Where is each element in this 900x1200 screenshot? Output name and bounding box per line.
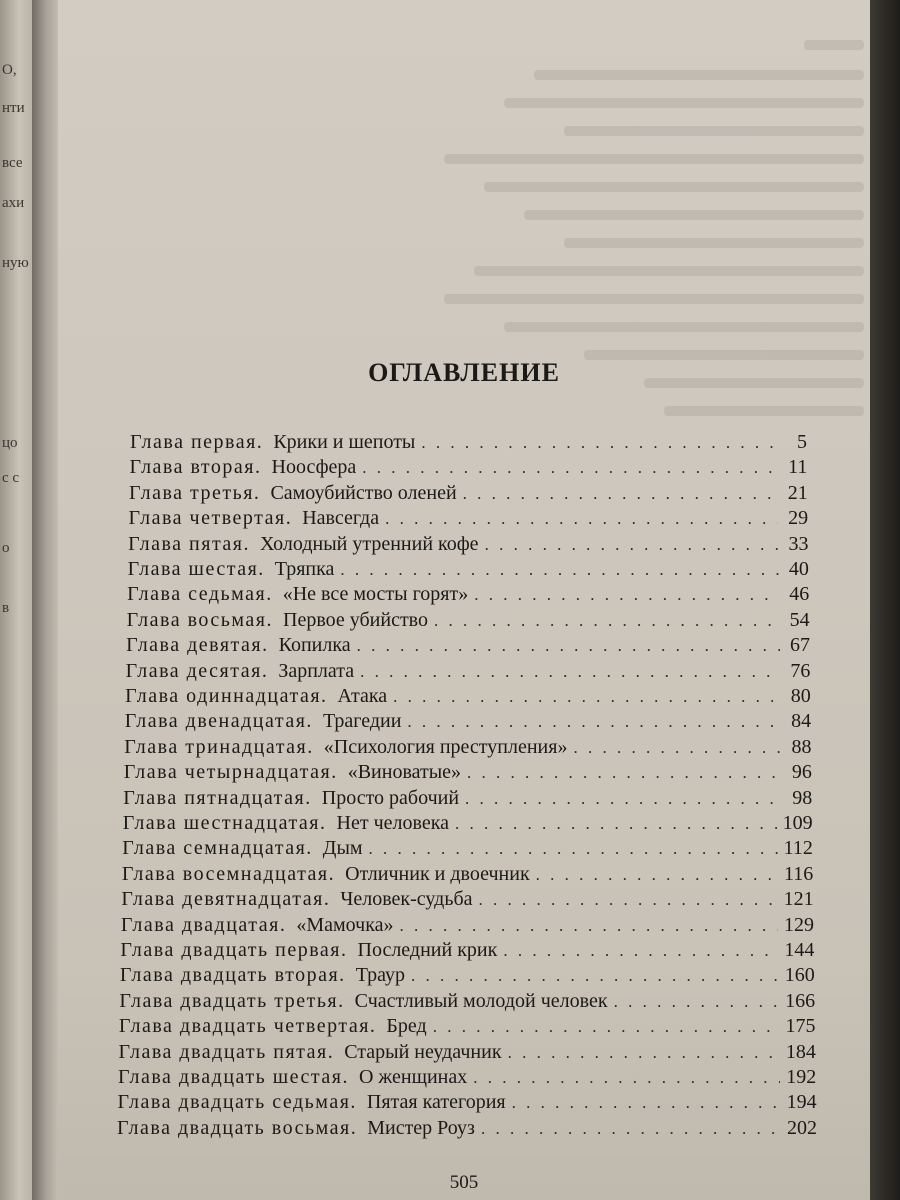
page-fragment: с с	[2, 470, 20, 486]
toc-page-number: 109	[782, 812, 813, 834]
toc-chapter-title: Пятая категория	[366, 1091, 506, 1114]
dot-leader	[400, 916, 779, 936]
toc-entry[interactable]	[118, 1041, 815, 1067]
dot-leader	[467, 763, 782, 783]
toc-chapter-title: Нет человека	[336, 812, 449, 834]
toc-chapter-title: Мистер Роуз	[367, 1116, 475, 1139]
toc-chapter-title: Человек-судьба	[340, 888, 473, 911]
toc-page-number: 54	[789, 608, 810, 631]
toc-page-number: 116	[784, 862, 814, 885]
toc-entry[interactable]	[129, 507, 809, 533]
toc-page-number: 80	[790, 685, 811, 707]
toc-chapter-title: Зарплата	[278, 659, 355, 682]
toc-page-number: 76	[790, 659, 811, 682]
toc-chapter-label: Глава десятая.	[125, 659, 269, 682]
toc-page-number: 88	[791, 735, 812, 758]
page-shadow-edge	[870, 0, 900, 1200]
page-fragment: о	[2, 540, 10, 556]
toc-chapter-title: Холодный утренний кофе	[260, 532, 479, 555]
toc-chapter-label: Глава восемнадцатая.	[121, 862, 336, 885]
toc-chapter-label: Глава двадцать четвертая.	[118, 1015, 377, 1038]
previous-page-edge	[0, 0, 32, 1200]
dot-leader	[357, 636, 780, 656]
dot-leader	[455, 814, 777, 834]
toc-page-number: 121	[783, 888, 814, 911]
toc-page-number: 144	[784, 939, 815, 961]
toc-chapter-label: Глава тринадцатая.	[124, 735, 314, 758]
toc-chapter-label: Глава двадцатая.	[120, 913, 287, 936]
dot-leader	[573, 738, 781, 758]
toc-entry[interactable]	[125, 710, 811, 736]
dot-leader	[503, 941, 778, 961]
toc-chapter-label: Глава шестая.	[127, 558, 265, 580]
toc-chapter-label: Глава седьмая.	[127, 583, 273, 606]
dot-leader	[536, 865, 778, 885]
toc-entry[interactable]	[126, 660, 811, 686]
page-fragment: O,	[2, 62, 17, 78]
toc-page-number: 98	[792, 786, 813, 809]
toc-entry[interactable]	[124, 736, 811, 762]
toc-page-number: 84	[791, 710, 812, 733]
toc-chapter-title: Ноосфера	[271, 456, 357, 479]
dot-leader	[369, 839, 778, 859]
toc-entry[interactable]	[128, 533, 808, 559]
toc-page-number: 184	[785, 1040, 816, 1063]
toc-chapter-title: Первое убийство	[283, 608, 428, 631]
toc-entry[interactable]	[117, 1091, 816, 1117]
toc-page-number: 112	[783, 837, 813, 860]
toc-entry[interactable]	[120, 939, 814, 965]
toc-chapter-label: Глава шестнадцатая.	[122, 812, 327, 834]
toc-chapter-title: Копилка	[278, 634, 351, 657]
dot-leader	[479, 890, 778, 910]
toc-entry[interactable]	[129, 482, 808, 508]
toc-chapter-label: Глава двадцать пятая.	[118, 1040, 335, 1063]
toc-entry[interactable]	[118, 1066, 816, 1092]
toc-chapter-label: Глава третья.	[129, 481, 261, 504]
toc-chapter-title: Навсегда	[302, 507, 380, 530]
dot-leader	[485, 535, 779, 555]
toc-page-number: 40	[788, 558, 809, 580]
toc-page-number: 5	[797, 431, 807, 453]
dot-leader	[512, 1093, 781, 1113]
toc-chapter-title: Счастливый молодой человек	[354, 989, 608, 1012]
toc-chapter-label: Глава пятая.	[128, 532, 250, 555]
dot-leader	[433, 1017, 780, 1037]
toc-entry[interactable]	[122, 863, 813, 889]
dot-leader	[385, 509, 778, 529]
toc-entry[interactable]	[119, 1015, 816, 1041]
toc-entry[interactable]	[126, 634, 810, 660]
toc-entry[interactable]	[130, 456, 808, 482]
toc-page-number: 160	[784, 964, 815, 987]
toc-chapter-title: «Мамочка»	[296, 913, 394, 936]
dot-leader	[465, 789, 782, 809]
dot-leader	[411, 966, 779, 986]
toc-chapter-label: Глава двенадцатая.	[124, 710, 313, 733]
toc-entry[interactable]	[119, 990, 815, 1016]
toc-chapter-title: Отличник и двоечник	[345, 862, 530, 885]
toc-page-number: 96	[791, 761, 812, 784]
toc-chapter-label: Глава двадцать шестая.	[117, 1066, 349, 1088]
toc-chapter-label: Глава семнадцатая.	[122, 837, 313, 860]
toc-chapter-title: Тряпка	[274, 558, 335, 580]
toc-chapter-label: Глава девятнадцатая.	[121, 888, 331, 911]
toc-chapter-label: Глава девятая.	[126, 634, 269, 657]
toc-entry[interactable]	[121, 914, 814, 940]
toc-chapter-label: Глава вторая.	[129, 456, 262, 479]
dot-leader	[474, 585, 779, 605]
toc-chapter-label: Глава первая.	[130, 431, 264, 453]
toc-chapter-label: Глава четырнадцатая.	[123, 761, 338, 784]
toc-chapter-title: «Виноватые»	[347, 761, 462, 784]
toc-chapter-label: Глава одиннадцатая.	[125, 685, 328, 707]
toc-page-number: 194	[786, 1091, 817, 1114]
toc-entry[interactable]	[123, 812, 813, 838]
toc-chapter-label: Глава двадцать первая.	[120, 939, 348, 961]
toc-chapter-label: Глава двадцать вторая.	[119, 964, 346, 987]
toc-chapter-title: «Психология преступления»	[323, 735, 568, 758]
dot-leader	[407, 712, 781, 732]
toc-chapter-title: Трагедии	[322, 710, 402, 733]
page-fragment: ахи	[2, 195, 25, 211]
toc-chapter-label: Глава двадцать седьмая.	[117, 1091, 357, 1114]
toc-chapter-title: Старый неудачник	[344, 1040, 502, 1063]
toc-entry[interactable]	[121, 888, 813, 914]
toc-page-number: 175	[785, 1015, 816, 1038]
toc-page-number: 192	[786, 1066, 817, 1088]
toc-title: ОГЛАВЛЕНИЕ	[368, 358, 560, 387]
toc-page-number: 46	[789, 583, 810, 606]
toc-page-number: 21	[787, 481, 808, 504]
toc-chapter-title: Просто рабочий	[321, 786, 460, 809]
toc-entry[interactable]	[125, 685, 811, 711]
dot-leader	[360, 662, 780, 682]
toc-chapter-title: «Не все мосты горят»	[282, 583, 469, 606]
toc-entry[interactable]	[127, 583, 809, 609]
dot-leader	[463, 484, 778, 504]
toc-chapter-title: Траур	[355, 964, 406, 987]
toc-chapter-title: Последний крик	[357, 939, 498, 961]
toc-entry[interactable]	[128, 558, 809, 584]
toc-page-number: 11	[788, 456, 808, 479]
toc-entry[interactable]	[122, 837, 813, 863]
dot-leader	[421, 433, 777, 453]
toc-entry[interactable]	[120, 964, 815, 990]
toc-chapter-label: Глава четвертая.	[128, 507, 293, 530]
toc-chapter-title: Атака	[337, 685, 388, 707]
page-number: 505	[449, 1172, 479, 1193]
toc-page-number: 166	[785, 989, 816, 1012]
page-fragment: в	[2, 600, 10, 616]
toc-entry[interactable]	[124, 761, 812, 787]
toc-entry[interactable]	[130, 431, 807, 457]
toc-entry[interactable]	[127, 609, 810, 635]
toc-page-number: 129	[784, 913, 815, 936]
book-gutter	[32, 0, 58, 1200]
toc-chapter-title: Самоубийство оленей	[270, 481, 457, 504]
toc-chapter-title: О женщинах	[358, 1066, 468, 1088]
page-fragment: нти	[2, 100, 25, 116]
page-fragment: все	[2, 155, 23, 171]
dot-leader	[508, 1043, 780, 1063]
toc-chapter-label: Глава двадцать третья.	[119, 989, 345, 1012]
dot-leader	[614, 992, 780, 1012]
dot-leader	[473, 1068, 780, 1088]
toc-chapter-title: Бред	[386, 1015, 427, 1038]
toc-chapter-label: Глава пятнадцатая.	[123, 786, 312, 809]
toc-chapter-title: Крики и шепоты	[273, 431, 416, 453]
toc-chapter-label: Глава восьмая.	[126, 608, 273, 631]
toc-chapter-label: Глава двадцать восьмая.	[117, 1116, 358, 1139]
toc-entry[interactable]	[117, 1117, 817, 1143]
toc-page-number: 202	[787, 1116, 817, 1139]
page-fragment: ную	[2, 255, 29, 271]
page-fragment: цо	[2, 435, 18, 451]
toc-page-number: 33	[788, 532, 809, 555]
dot-leader	[434, 611, 780, 631]
toc-entry[interactable]	[123, 787, 812, 813]
dot-leader	[393, 687, 781, 707]
dot-leader	[340, 560, 778, 580]
dot-leader	[362, 458, 777, 478]
toc-page-number: 67	[789, 634, 810, 657]
toc-chapter-title: Дым	[322, 837, 363, 860]
toc-page-number: 29	[788, 507, 809, 530]
dot-leader	[481, 1119, 781, 1139]
